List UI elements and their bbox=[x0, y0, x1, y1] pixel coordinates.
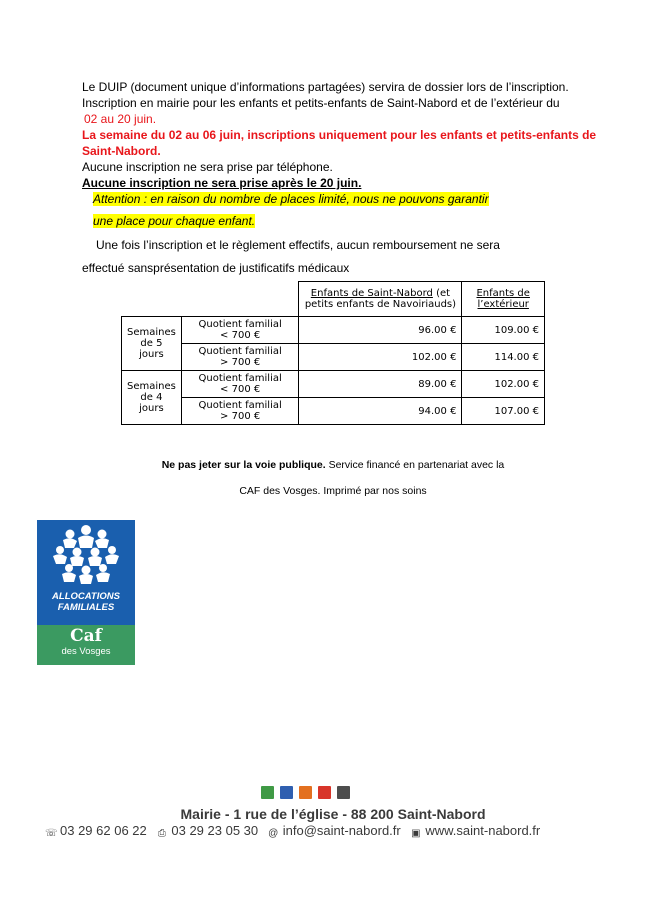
contact-fax bbox=[156, 823, 258, 839]
group-label-5-days bbox=[122, 317, 182, 371]
color-square bbox=[299, 786, 312, 799]
color-square bbox=[337, 786, 350, 799]
attention-highlight-2: une place pour chaque enfant. bbox=[93, 214, 256, 228]
deadline-notice: Aucune inscription ne sera prise après le 20 juin. bbox=[82, 176, 362, 190]
footer-note-bold: Ne pas jeter sur la voie publique. bbox=[161, 459, 326, 471]
caf-logo-line2: FAMILIALES bbox=[57, 602, 115, 613]
phone-icon: ☏ bbox=[45, 828, 58, 839]
price-saint-nabord: 96.00 € bbox=[299, 317, 462, 344]
tariff-table bbox=[121, 281, 545, 425]
price-saint-nabord: 89.00 € bbox=[299, 371, 462, 398]
price-exterieur: 107.00 € bbox=[462, 398, 545, 425]
quotient-threshold: < 700 € bbox=[220, 384, 261, 395]
refund-line-1: Une fois l’inscription et le règlement effectifs, aucun remboursement ne sera bbox=[96, 238, 500, 252]
header-exterieur-line1: Enfants de bbox=[476, 288, 530, 299]
contact-bar bbox=[45, 823, 546, 839]
header-exterieur-line2: l’extérieur bbox=[477, 299, 529, 310]
contact-phone bbox=[45, 823, 147, 839]
price-saint-nabord: 102.00 € bbox=[299, 344, 462, 371]
footer-note-line-1 bbox=[0, 459, 666, 471]
email-address: info@saint-nabord.fr bbox=[282, 823, 401, 838]
attention-line-1 bbox=[93, 192, 489, 207]
mairie-address: Mairie - 1 rue de l’église - 88 200 Saint-Nabord bbox=[180, 806, 486, 822]
quotient-label: Quotient familial bbox=[198, 346, 282, 357]
table-row bbox=[122, 398, 545, 425]
caf-logo bbox=[37, 520, 135, 665]
dates-line: 02 au 20 juin. bbox=[84, 112, 157, 126]
table-row bbox=[122, 371, 545, 398]
caf-logo-dept: des Vosges bbox=[61, 646, 111, 657]
color-square bbox=[261, 786, 274, 799]
quotient-cell bbox=[181, 317, 299, 344]
fax-number: 03 29 23 05 30 bbox=[171, 823, 259, 838]
header-saint-nabord-underlined: Enfants de Saint-Nabord bbox=[310, 288, 433, 299]
contact-web bbox=[410, 823, 540, 839]
family-figures-icon bbox=[37, 520, 135, 590]
duip-line: Le DUIP (document unique d’informations partagées) servira de dossier lors de l’inscription. bbox=[82, 80, 569, 94]
group-label-4-days bbox=[122, 371, 182, 425]
header-exterieur bbox=[462, 282, 545, 317]
color-squares bbox=[261, 786, 356, 799]
quotient-threshold: > 700 € bbox=[220, 357, 261, 368]
group-label-line: de 4 jours bbox=[139, 392, 164, 414]
attention-highlight-1: Attention : en raison du nombre de places limité, nous ne pouvons garantir bbox=[93, 192, 489, 206]
quotient-threshold: > 700 € bbox=[220, 411, 261, 422]
group-label-line: Semaines bbox=[127, 327, 176, 338]
price-exterieur: 109.00 € bbox=[462, 317, 545, 344]
caf-logo-line1: ALLOCATIONS bbox=[52, 591, 120, 602]
refund-line-2: effectué sansprésentation de justificatifs médicaux bbox=[82, 261, 350, 275]
price-saint-nabord: 94.00 € bbox=[299, 398, 462, 425]
color-square bbox=[318, 786, 331, 799]
quotient-label: Quotient familial bbox=[198, 319, 282, 330]
quotient-cell bbox=[181, 344, 299, 371]
header-saint-nabord-line2: petits enfants de Navoiriauds) bbox=[304, 299, 457, 310]
fax-icon: ⎙ bbox=[157, 828, 166, 839]
group-label-line: Semaines bbox=[127, 381, 176, 392]
web-icon: ▣ bbox=[411, 828, 421, 839]
table-corner bbox=[122, 282, 299, 317]
quotient-cell bbox=[181, 398, 299, 425]
at-icon: @ bbox=[268, 828, 279, 839]
quotient-label: Quotient familial bbox=[198, 373, 282, 384]
header-saint-nabord bbox=[299, 282, 462, 317]
inscription-line: Inscription en mairie pour les enfants et petits-enfants de Saint-Nabord et de l’extérieur du bbox=[82, 96, 560, 110]
phone-notice: Aucune inscription ne sera prise par téléphone. bbox=[82, 160, 333, 174]
caf-logo-blue-panel bbox=[37, 520, 135, 625]
quotient-cell bbox=[181, 371, 299, 398]
price-exterieur: 114.00 € bbox=[462, 344, 545, 371]
phone-number: 03 29 62 06 22 bbox=[60, 823, 147, 838]
week-line-2: Saint-Nabord. bbox=[82, 144, 161, 158]
quotient-threshold: < 700 € bbox=[220, 330, 261, 341]
attention-line-2 bbox=[93, 214, 255, 229]
price-exterieur: 102.00 € bbox=[462, 371, 545, 398]
footer-note-line-2: CAF des Vosges. Imprimé par nos soins bbox=[239, 485, 427, 497]
table-row bbox=[122, 317, 545, 344]
caf-logo-text bbox=[37, 591, 135, 613]
header-saint-nabord-rest: (et bbox=[432, 288, 451, 299]
table-header-row bbox=[122, 282, 545, 317]
table-row bbox=[122, 344, 545, 371]
footer-note-rest: Service financé en partenariat avec la bbox=[325, 459, 505, 471]
week-line-1: La semaine du 02 au 06 juin, inscriptions uniquement pour les enfants et petits-enfants de bbox=[82, 128, 597, 142]
group-label-line: de 5 jours bbox=[139, 338, 164, 360]
contact-email bbox=[268, 823, 401, 839]
website: www.saint-nabord.fr bbox=[425, 823, 541, 838]
caf-logo-caf: Caf bbox=[70, 626, 102, 646]
color-square bbox=[280, 786, 293, 799]
quotient-label: Quotient familial bbox=[198, 400, 282, 411]
